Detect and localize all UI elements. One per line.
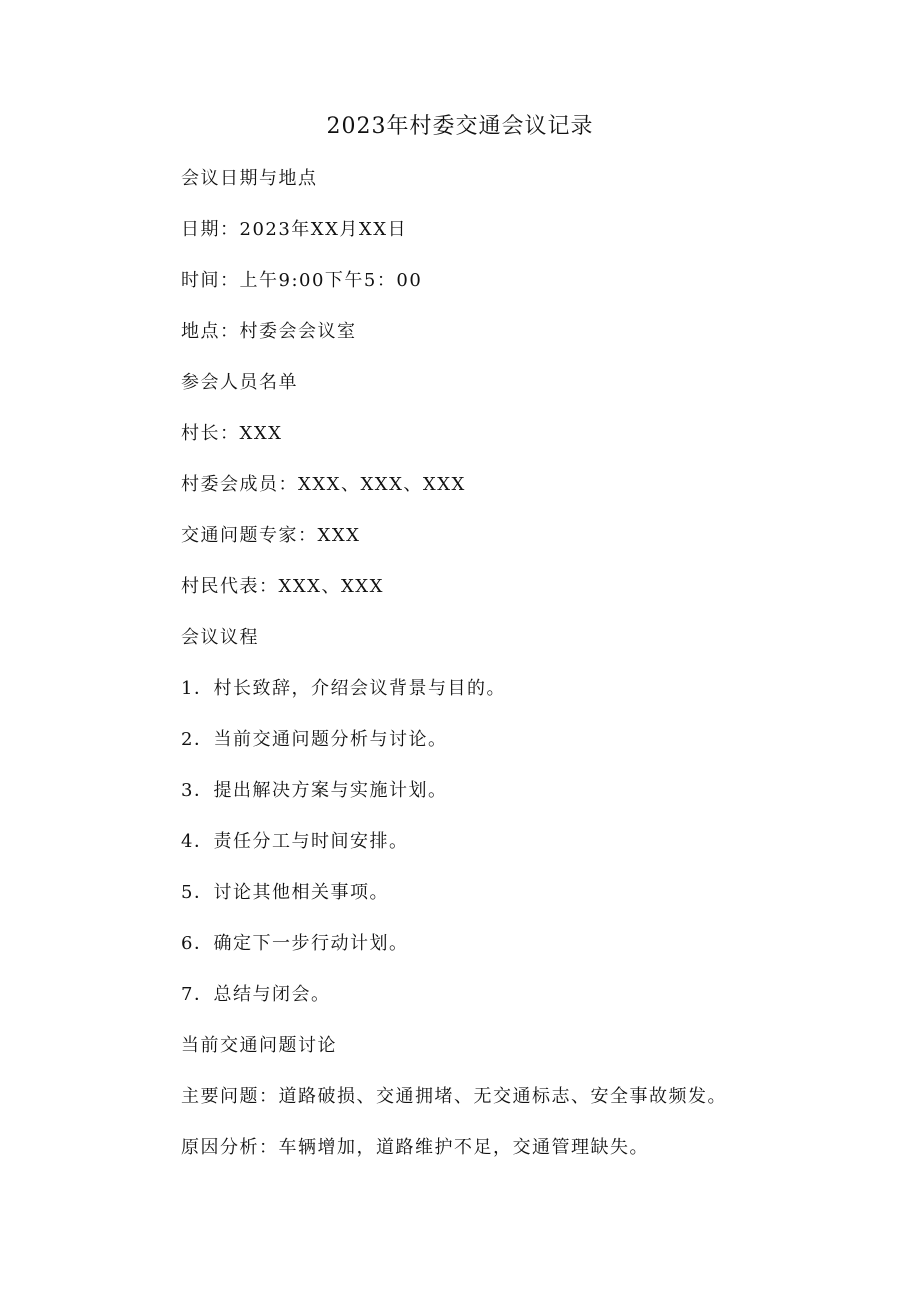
- meeting-time: 时间：上午9:00下午5：00: [181, 270, 423, 291]
- section-heading-agenda: 会议议程: [181, 627, 259, 648]
- section-heading-attendees: 参会人员名单: [181, 372, 298, 393]
- agenda-item: 3．提出解决方案与实施计划。: [181, 780, 448, 801]
- attendee-committee-members: 村委会成员：XXX、XXX、XXX: [181, 474, 466, 495]
- attendee-villager-reps: 村民代表：XXX、XXX: [181, 576, 384, 597]
- agenda-item: 6．确定下一步行动计划。: [181, 933, 409, 954]
- agenda-item: 5．讨论其他相关事项。: [181, 882, 389, 903]
- main-problems: 主要问题：道路破损、交通拥堵、无交通标志、安全事故频发。: [181, 1086, 727, 1107]
- section-heading-traffic-discussion: 当前交通问题讨论: [181, 1035, 337, 1056]
- attendee-village-head: 村长：XXX: [181, 423, 283, 444]
- document-title: 2023年村委交通会议记录: [326, 114, 594, 139]
- document-body: [181, 164, 881, 1184]
- meeting-location: 地点：村委会会议室: [181, 321, 357, 342]
- meeting-date: 日期：2023年XX月XX日: [181, 219, 408, 240]
- agenda-item: 2．当前交通问题分析与讨论。: [181, 729, 448, 750]
- agenda-item: 7．总结与闭会。: [181, 984, 331, 1005]
- cause-analysis: 原因分析：车辆增加，道路维护不足，交通管理缺失。: [181, 1137, 649, 1158]
- agenda-item: 1．村长致辞，介绍会议背景与目的。: [181, 678, 506, 699]
- attendee-traffic-expert: 交通问题专家：XXX: [181, 525, 361, 546]
- section-heading-date-location: 会议日期与地点: [181, 168, 318, 189]
- agenda-item: 4．责任分工与时间安排。: [181, 831, 409, 852]
